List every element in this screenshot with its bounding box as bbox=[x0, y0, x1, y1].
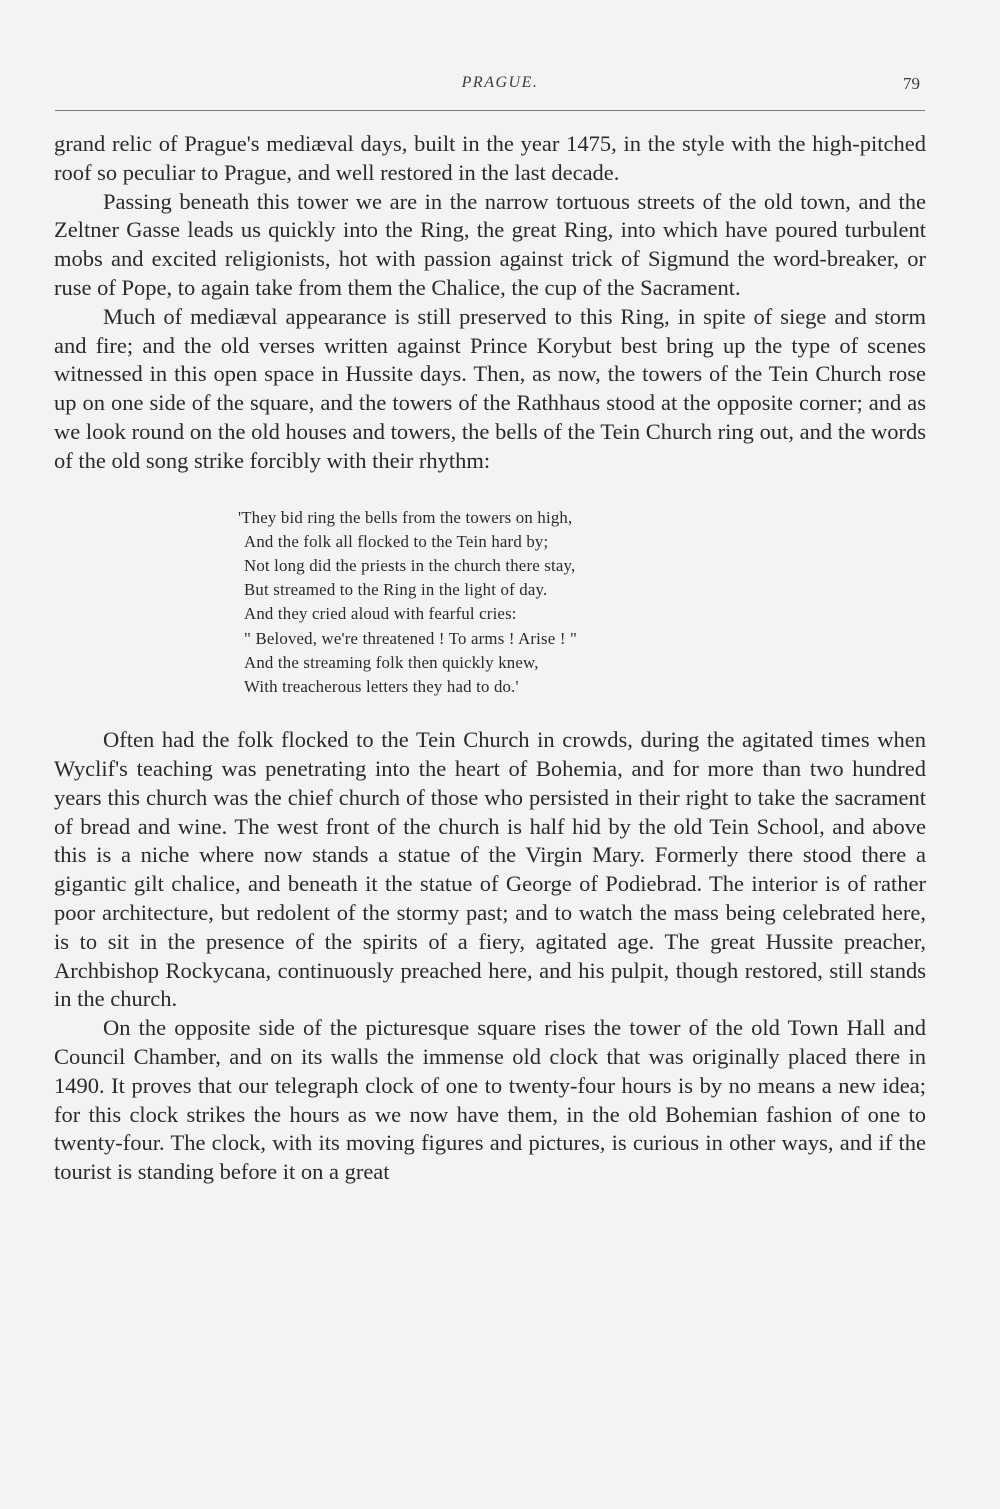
verse-line: And the streaming folk then quickly knew, bbox=[244, 652, 539, 672]
paragraph: Passing beneath this tower we are in the narrow tortuous streets of the old town, and the Zeltner Gasse leads us quickly into the Ring, the great Ring, into which have poured turbulent mobs and excited religionists, hot with passion against trick of Sigmund the word-breaker, or ruse of Pope, to again take from them the Chalice, the cup of the Sacrament. bbox=[54, 188, 926, 300]
paragraph: Often had the folk flocked to the Tein Church in crowds, during the agitated times when Wyclif's teaching was penetrating into the heart of Bohemia, and for more than two hundred years this church was the chief church of those who persisted in their right to take the sacrament of bread and wine. The west front of the church is half hid by the old Tein School, and above this is a niche where now stands a statue of the Virgin Mary. Formerly there stood there a gigantic gilt chalice, and beneath it the statue of George of Podiebrad. The interior is of rather poor architecture, but redolent of the stormy past; and to watch the mass being celebrated here, is to sit in the presence of the spirits of a fiery, agitated age. The great Hussite preacher, Archbishop Rockycana, continuously preached here, and his pulpit, though restored, still stands in the church. bbox=[54, 727, 926, 1012]
verse-line: " Beloved, we're threatened ! To arms ! Arise ! " bbox=[244, 628, 578, 648]
header-rule bbox=[55, 110, 925, 111]
verse-line: But streamed to the Ring in the light of day. bbox=[244, 580, 548, 600]
paragraph: On the opposite side of the picturesque square rises the tower of the old Town Hall and Council Chamber, and on its walls the immense old clock that was originally placed there in 1490. It proves that our telegraph clock of one to twenty-four hours is by no means a new idea; for this clock strikes the hours as we now have them, in the old Bohemian fashion of one to twenty-four. The clock, with its moving figures and pictures, is curious in other ways, and if the tourist is standing before it on a great bbox=[54, 1015, 926, 1185]
body-text bbox=[54, 130, 926, 1187]
running-header bbox=[0, 74, 1000, 98]
verse-line: 'They bid ring the bells from the towers on high, bbox=[238, 507, 573, 527]
paragraph-continued: grand relic of Prague's mediæval days, built in the year 1475, in the style with the high-pitched roof so peculiar to Prague, and well restored in the last decade. bbox=[54, 131, 926, 185]
verse-line: Not long did the priests in the church there stay, bbox=[244, 555, 576, 575]
paragraph: Much of mediæval appearance is still preserved to this Ring, in spite of siege and storm and fire; and the old verses written against Prince Korybut best bring up the type of scenes witnessed in this open space in Hussite days. Then, as now, the towers of the Tein Church rose up on one side of the square, and the towers of the Rathhaus stood at the opposite corner; and as we look round on the old houses and towers, the bells of the Tein Church ring out, and the words of the old song strike forcibly with their rhythm: bbox=[54, 303, 926, 473]
verse-line: And the folk all flocked to the Tein hard by; bbox=[244, 531, 549, 551]
verse-line: With treacherous letters they had to do.' bbox=[244, 676, 519, 696]
page-number: 79 bbox=[903, 74, 920, 93]
verse-line: And they cried aloud with fearful cries: bbox=[244, 604, 517, 624]
running-title: PRAGUE. bbox=[461, 74, 539, 91]
verse-quotation bbox=[54, 506, 926, 700]
